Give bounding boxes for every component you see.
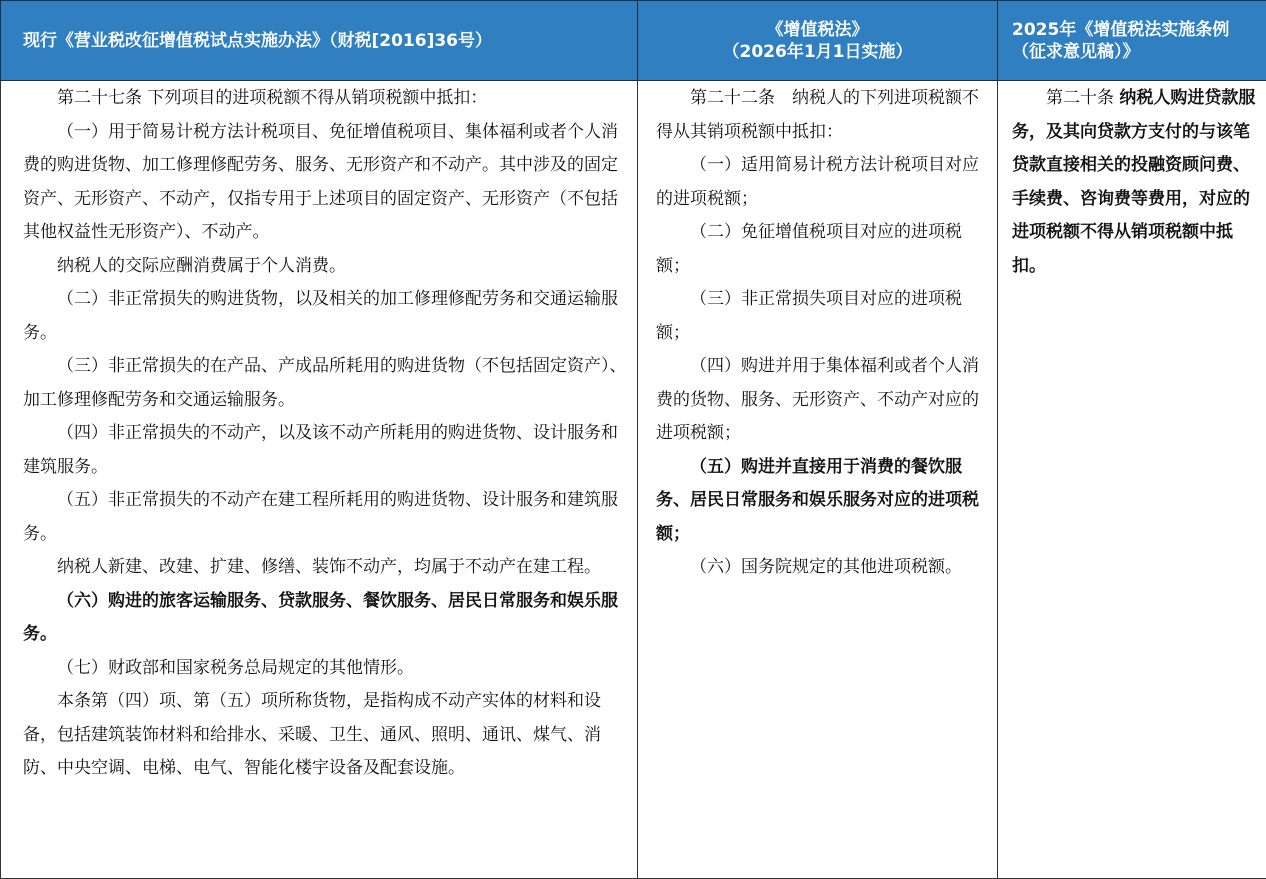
article-27-item-2: （二）非正常损失的购进货物，以及相关的加工修理修配劳务和交通运输服务。 (23, 289, 618, 343)
article-20-paragraph (1012, 82, 1258, 283)
article-20-number: 第二十条 (1046, 88, 1120, 108)
header-current-measures: 现行《营业税改征增值税试点实施办法》（财税[2016]36号） (1, 1, 638, 81)
header-row (1, 1, 1266, 81)
article-20-body: 纳税人购进贷款服务，及其向贷款方支付的与该笔贷款直接相关的投融资顾问费、手续费、咨询费等费用，对应的进项税额不得从销项税额中抵扣。 (1012, 88, 1256, 276)
header-vat-law-date: （2026年1月1日实施） (722, 41, 913, 62)
article-27-item-7: （七）财政部和国家税务总局规定的其他情形。 (57, 657, 414, 678)
article-27-intro: 第二十七条 下列项目的进项税额不得从销项税额中抵扣： (57, 88, 488, 108)
article-27-item-5: （五）非正常损失的不动产在建工程所耗用的购进货物、设计服务和建筑服务。 (23, 490, 618, 544)
header-vat-law-title: 《增值税法》 (766, 19, 869, 40)
article-22-item-5: （五）购进并直接用于消费的餐饮服务、居民日常服务和娱乐服务对应的进项税额； (656, 456, 979, 544)
article-22-item-1: （一）适用简易计税方法计税项目对应的进项税额； (656, 155, 979, 209)
article-27-construction-note: 纳税人新建、改建、扩建、修缮、装饰不动产，均属于不动产在建工程。 (57, 557, 601, 577)
article-22-item-2: （二）免征增值税项目对应的进项税额； (656, 222, 962, 276)
article-22-item-6: （六）国务院规定的其他进项税额。 (690, 557, 962, 577)
current-measures-cell (1, 81, 638, 879)
article-27-item-1: （一）用于简易计税方法计税项目、免征增值税项目、集体福利或者个人消费的购进货物、加工修理修配劳务、服务、无形资产和不动产。其中涉及的固定资产、无形资产、不动产，仅指专用于上述项目的固定资产、无形资产（不包括其他权益性无形资产）、不动产。 (23, 121, 618, 242)
article-27-item-4: （四）非正常损失的不动产，以及该不动产所耗用的购进货物、设计服务和建筑服务。 (23, 423, 618, 477)
article-27-goods-definition: 本条第（四）项、第（五）项所称货物，是指构成不动产实体的材料和设备，包括建筑装饰材料和给排水、采暖、卫生、通风、照明、通讯、煤气、消防、中央空调、电梯、电气、智能化楼宇设备及配套设施。 (23, 691, 601, 778)
article-22-item-3: （三）非正常损失项目对应的进项税额； (656, 289, 962, 343)
article-22-item-4: （四）购进并用于集体福利或者个人消费的货物、服务、无形资产、不动产对应的进项税额； (656, 356, 979, 443)
implementation-draft-cell (998, 81, 1266, 879)
article-27-entertainment-note: 纳税人的交际应酬消费属于个人消费。 (57, 255, 346, 276)
vat-law-cell (638, 81, 998, 879)
article-27-item-6: （六）购进的旅客运输服务、贷款服务、餐饮服务、居民日常服务和娱乐服务。 (23, 590, 618, 644)
article-27-item-3: （三）非正常损失的在产品、产成品所耗用的购进货物（不包括固定资产）、加工修理修配劳务和交通运输服务。 (23, 356, 627, 410)
header-vat-law (638, 1, 998, 81)
article-22-intro: 第二十二条 纳税人的下列进项税额不得从其销项税额中抵扣： (656, 88, 979, 142)
header-implementation-draft: 2025年《增值税法实施条例（征求意见稿）》 (998, 1, 1266, 81)
content-row (1, 81, 1266, 879)
